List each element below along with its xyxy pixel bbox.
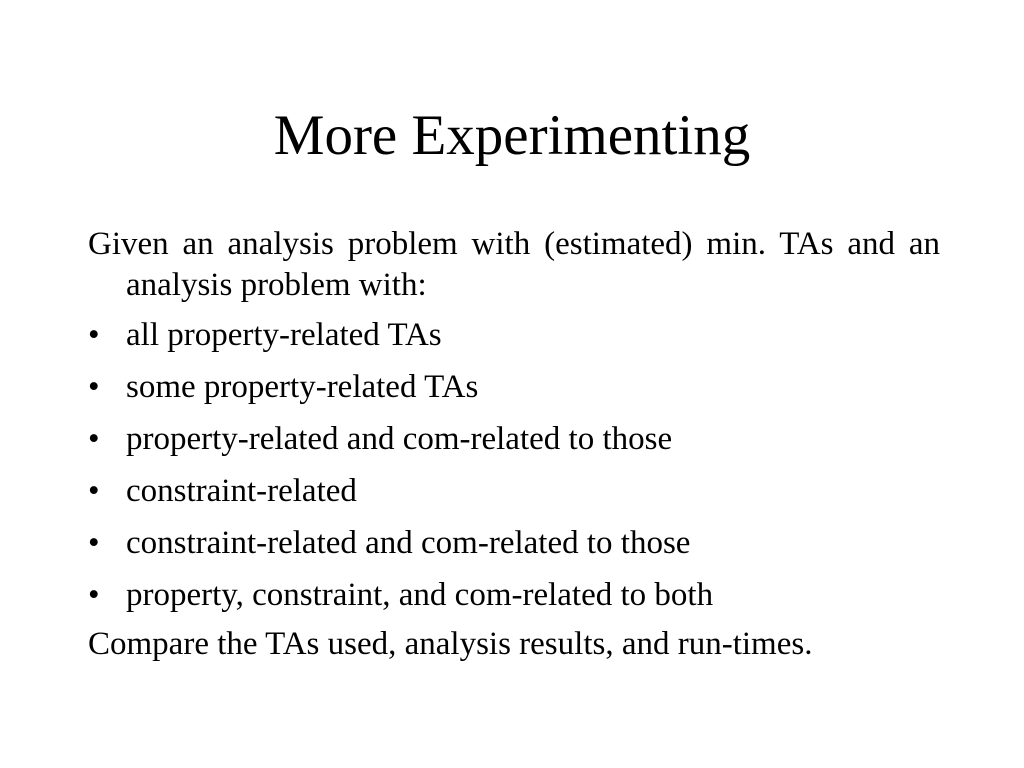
slide-title: More Experimenting — [273, 104, 751, 167]
bullet-glyph: • — [88, 525, 100, 561]
bullet-glyph: • — [88, 317, 100, 353]
bullet-item — [88, 364, 940, 410]
bullet-glyph: • — [88, 369, 100, 405]
closing-paragraph: Compare the TAs used, analysis results, and run-times. — [88, 626, 813, 662]
bullet-text: some property-related TAs — [126, 369, 479, 405]
bullet-item — [88, 312, 940, 358]
bullet-text: constraint-related — [126, 473, 357, 509]
bullet-item — [88, 572, 940, 618]
bullet-glyph: • — [88, 421, 100, 457]
bullet-text: all property-related TAs — [126, 317, 442, 353]
bullet-item — [88, 416, 940, 462]
intro-paragraph: Given an analysis problem with (estimated) min. TAs and an analysis problem with: — [88, 226, 940, 303]
bullet-item — [88, 468, 940, 514]
bullet-text: property-related and com-related to those — [126, 421, 673, 457]
bullet-glyph: • — [88, 473, 100, 509]
slide-body — [88, 224, 940, 671]
bullet-text: property, constraint, and com-related to both — [126, 577, 714, 613]
bullet-text: constraint-related and com-related to those — [126, 525, 691, 561]
bullet-item — [88, 520, 940, 566]
bullet-glyph: • — [88, 577, 100, 613]
